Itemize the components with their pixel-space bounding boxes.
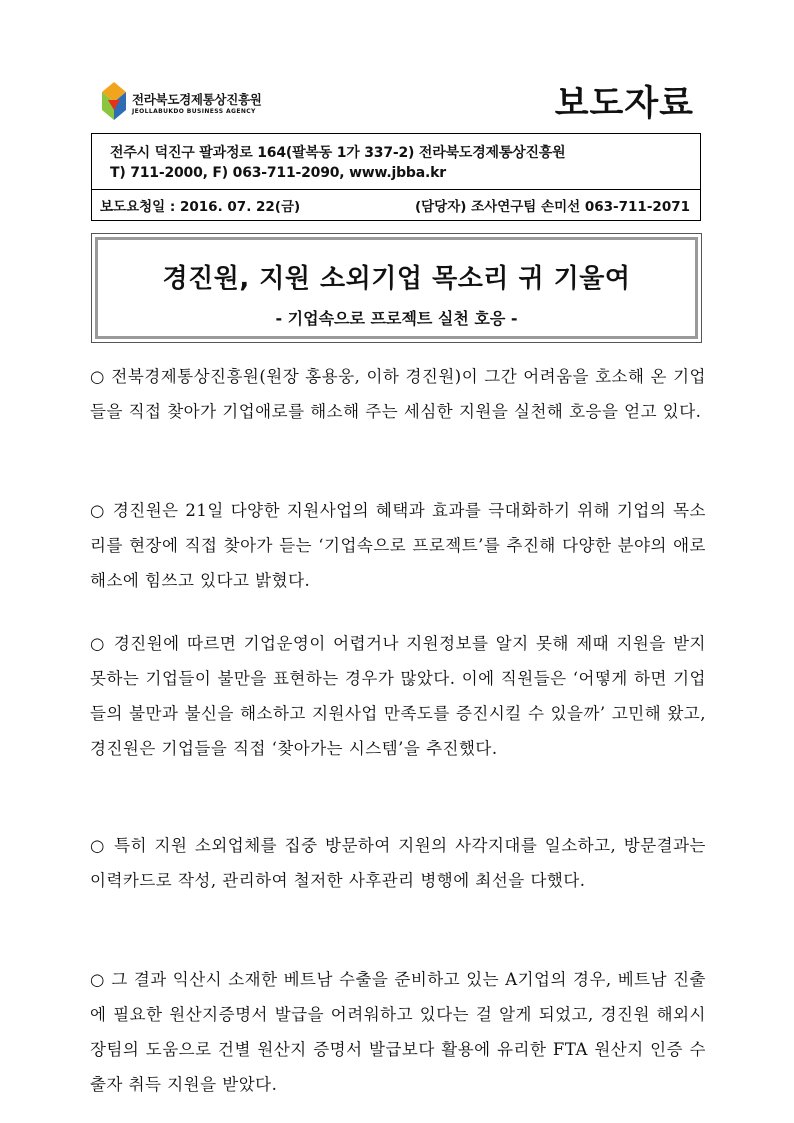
agency-address: 전주시 덕진구 팔과정로 164(팔복동 1가 337-2) 전라북도경제통상진흥원 [110,145,566,161]
document-type-title: 보도자료 [554,84,694,124]
agency-emblem-icon [100,80,128,124]
subheadline: - 기업속으로 프로젝트 실천 호응 - [275,309,518,328]
body-paragraph-1: ○ 전북경제통상진흥원(원장 홍용웅, 이하 경진원)이 그간 어려움을 호소해 온 기업들을 직접 찾아가 기업애로를 해소해 주는 세심한 지원을 실천해 호응을 얻고 있다. [90,367,706,421]
agency-phone-fax-web: T) 711-2000, F) 063-711-2090, www.jbba.kr [110,165,446,181]
agency-logo-name: 전라북도경제통상진흥원 [132,92,262,107]
contact-divider [92,189,700,190]
body-paragraph-2: ○ 경진원은 21일 다양한 지원사업의 혜택과 효과를 극대화하기 위해 기업의 목소리를 현장에 직접 찾아가 듣는 ‘기업속으로 프로젝트’를 추진해 다양한 분야의 애로해소에 힘쓰고 있다고 밝혔다. [90,501,706,590]
contact-info-box [91,133,701,221]
headline-box [91,233,702,343]
body-paragraph-4: ○ 특히 지원 소외업체를 집중 방문하여 지원의 사각지대를 일소하고, 방문결과는 이력카드로 작성, 관리하여 철저한 사후관리 병행에 최선을 다했다. [90,836,706,890]
body-paragraph-3: ○ 경진원에 따르면 기업운영이 어렵거나 지원정보를 알지 못해 제때 지원을 받지 못하는 기업들이 불만을 표현하는 경우가 많았다. 이에 직원들은 ‘어떻게 하면 기업들의 불만과 불신을 해소하고 지원사업 만족도를 증진시킬 수 있을까’ 고민해 왔고, 경진원은 기업들을 직접 ‘찾아가는 시스템’을 추진했다. [90,634,706,758]
release-request-date: 보도요청일 : 2016. 07. 22(금) [100,199,301,215]
agency-logo-subtitle: JEOLLABUKDO BUSINESS AGENCY [132,108,256,115]
headline: 경진원, 지원 소외기업 목소리 귀 기울여 [162,264,631,294]
contact-person: (담당자) 조사연구팀 손미선 063-711-2071 [414,199,690,215]
body-paragraph-5: ○ 그 결과 익산시 소재한 베트남 수출을 준비하고 있는 A기업의 경우, 베트남 진출에 필요한 원산지증명서 발급을 어려워하고 있다는 걸 알게 되었고, 경진원 해외시장팀의 도움으로 건별 원산지 증명서 발급보다 활용에 유리한 FTA 원산지 인증 수출자 취득 지원을 받았다. [90,970,706,1094]
headline-inner-frame [95,237,698,339]
agency-logo [100,80,320,130]
